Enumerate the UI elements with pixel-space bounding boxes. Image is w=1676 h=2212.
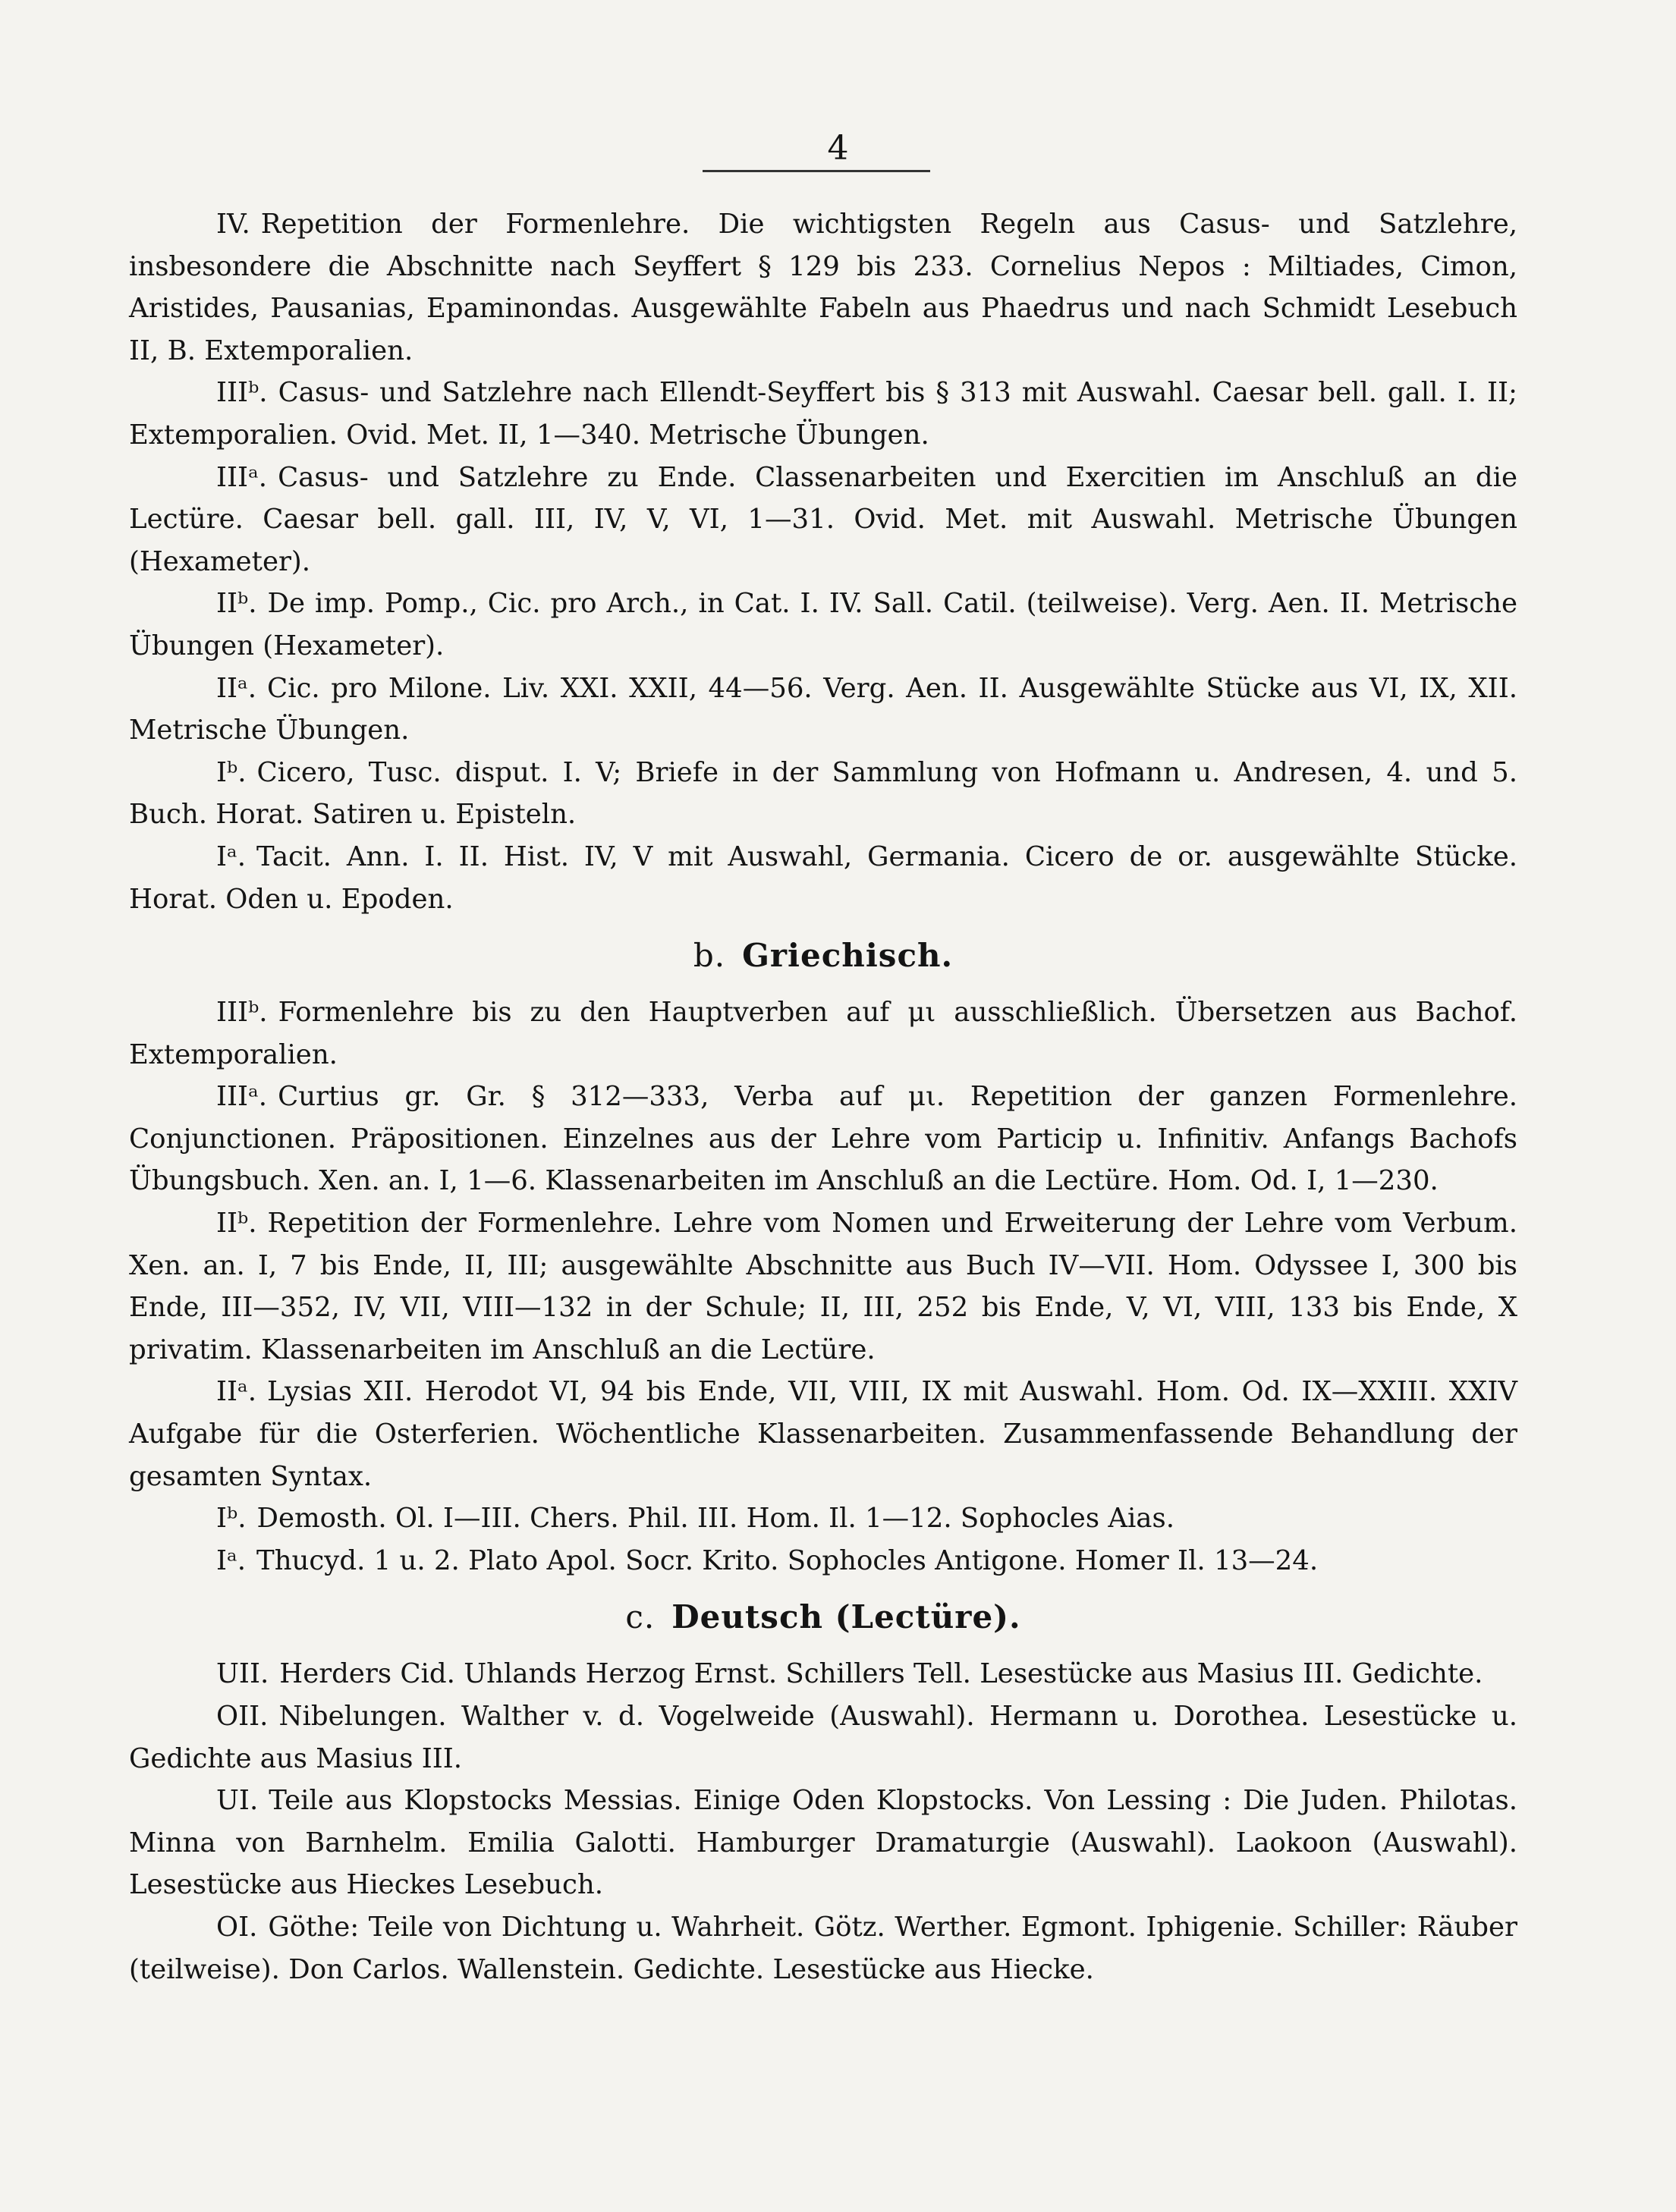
section-title: Deutsch (Lectüre). [671,1598,1021,1636]
section-heading-greek [129,920,1517,991]
paragraph-text: Herders Cid. Uhlands Herzog Ernst. Schillers Tell. Lesestücke aus Masius III. Gedichte. [279,1658,1483,1690]
paragraph-text: Lysias XII. Herodot VI, 94 bis Ende, VII, VIII, IX mit Auswahl. Hom. Od. IX—XXIII. XXIV Aufgabe für die Osterferien. Wöchentliche Klassenarbeiten. Zusammenfassende Behandlung der gesamten Syntax. [129,1376,1517,1492]
paragraph-text: Cic. pro Milone. Liv. XXI. XXII, 44—56. Verg. Aen. II. Ausgewählte Stücke aus VI, IX, XII. Metrische Übungen. [129,672,1517,746]
paragraph-latin-iiia [129,457,1517,583]
section-letter: c. [625,1598,656,1636]
paragraph-text: Repetition der Formenlehre. Lehre vom Nomen und Erweiterung der Lehre vom Verbum. Xen. an. I, 7 bis Ende, II, III; ausgewählte Abschnitte aus Buch IV—VII. Hom. Odyssee I, 300 bis Ende, III—352, IV, VII, VIII—132 in der Schule; II, III, 252 bis Ende, V, VI, VIII, 133 bis Ende, X privatim. Klassenarbeiten im Anschluß an die Lectüre. [129,1208,1517,1365]
paragraph-latin-iv [129,203,1517,372]
paragraph-latin-iia [129,668,1517,752]
class-label: UI. [216,1785,259,1817]
paragraph-text: Casus- und Satzlehre zu Ende. Classenarbeiten und Exercitien im Anschluß an die Lectüre. Caesar bell. gall. III, IV, V, VI, 1—31. Ovid. Met. mit Auswahl. Metrische Übungen (Hexameter). [129,461,1517,577]
paragraph-greek-ib [129,1497,1517,1540]
paragraph-german-uii [129,1653,1517,1695]
header-rule [703,170,930,172]
class-label: IV. [216,209,250,240]
paragraph-greek-iia [129,1371,1517,1497]
paragraph-text: Nibelungen. Walther v. d. Vogelweide (Auswahl). Hermann u. Dorothea. Lesestücke u. Gedichte aus Masius III. [129,1701,1517,1774]
class-label: OI. [216,1911,258,1943]
paragraph-latin-iiib [129,372,1517,456]
class-label: IIᵇ. [216,588,257,620]
class-label: OII. [216,1701,269,1732]
class-label: IIIᵇ. [216,997,268,1029]
class-label: UII. [216,1658,269,1690]
paragraph-greek-iiib [129,991,1517,1076]
class-label: Iᵇ. [216,756,247,788]
page-number: 4 [827,129,849,168]
german-section [129,1653,1517,1990]
class-label: IIᵃ. [216,672,257,704]
class-label: Iᵃ. [216,840,247,872]
paragraph-text: Repetition der Formenlehre. Die wichtigsten Regeln aus Casus- und Satzlehre, insbesondere die Abschnitte nach Seyffert § 129 bis 233. Cornelius Nepos : Miltiades, Cimon, Aristides, Pausanias, Epaminondas. Ausgewählte Fabeln aus Phaedrus und nach Schmidt Lesebuch II, B. Extemporalien. [129,209,1517,366]
section-heading-german [129,1582,1517,1653]
paragraph-german-ui [129,1780,1517,1906]
paragraph-greek-ia [129,1540,1517,1582]
paragraph-latin-iib [129,583,1517,667]
paragraph-text: Formenlehre bis zu den Hauptverben auf μι ausschließlich. Übersetzen aus Bachof. Extemporalien. [129,997,1517,1070]
paragraph-text: De imp. Pomp., Cic. pro Arch., in Cat. I. IV. Sall. Catil. (teilweise). Verg. Aen. II. Metrische Übungen (Hexameter). [129,588,1517,661]
paragraph-text: Thucyd. 1 u. 2. Plato Apol. Socr. Krito. Sophocles Antigone. Homer Il. 13—24. [256,1544,1319,1576]
class-label: IIIᵃ. [216,461,268,493]
paragraph-text: Göthe: Teile von Dichtung u. Wahrheit. Götz. Werther. Egmont. Iphigenie. Schiller: Räuber (teilweise). Don Carlos. Wallenstein. Gedichte. Lesestücke aus Hiecke. [129,1911,1517,1985]
paragraph-german-oii [129,1695,1517,1780]
paragraph-text: Demosth. Ol. I—III. Chers. Phil. III. Hom. Il. 1—12. Sophocles Aias. [256,1503,1174,1535]
paragraph-latin-ia [129,836,1517,920]
paragraph-text: Tacit. Ann. I. II. Hist. IV, V mit Auswahl, Germania. Cicero de or. ausgewählte Stücke. Horat. Oden u. Epoden. [129,840,1517,915]
paragraph-text: Curtius gr. Gr. § 312—333, Verba auf μι. Repetition der ganzen Formenlehre. Conjunctionen. Präpositionen. Einzelnes aus der Lehre vom Particip u. Infinitiv. Anfangs Bachofs Übungsbuch. Xen. an. I, 1—6. Klassenarbeiten im Anschluß an die Lectüre. Hom. Od. I, 1—230. [129,1081,1517,1197]
class-label: Iᵇ. [216,1503,247,1535]
class-label: Iᵃ. [216,1544,247,1576]
paragraph-latin-ib [129,752,1517,836]
section-letter: b. [693,937,726,975]
class-label: IIIᵃ. [216,1081,268,1113]
paragraph-text: Casus- und Satzlehre nach Ellendt-Seyffert bis § 313 mit Auswahl. Caesar bell. gall. I. II; Extemporalien. Ovid. Met. II, 1—340. Metrische Übungen. [129,377,1517,451]
paragraph-greek-iib [129,1202,1517,1371]
paragraph-german-oi [129,1906,1517,1990]
section-title: Griechisch. [742,937,954,975]
page-body [129,203,1517,1990]
latin-section [129,203,1517,920]
class-label: IIᵇ. [216,1208,257,1240]
paragraph-text: Teile aus Klopstocks Messias. Einige Oden Klopstocks. Von Lessing : Die Juden. Philotas. Minna von Barnhelm. Emilia Galotti. Hamburger Dramaturgie (Auswahl). Laokoon (Auswahl). Lesestücke aus Hieckes Lesebuch. [129,1785,1517,1901]
paragraph-text: Cicero, Tusc. disput. I. V; Briefe in der Sammlung von Hofmann u. Andresen, 4. und 5. Buch. Horat. Satiren u. Episteln. [129,756,1517,831]
class-label: IIIᵇ. [216,377,268,409]
paragraph-greek-iiia [129,1076,1517,1202]
class-label: IIᵃ. [216,1376,257,1408]
greek-section [129,991,1517,1582]
